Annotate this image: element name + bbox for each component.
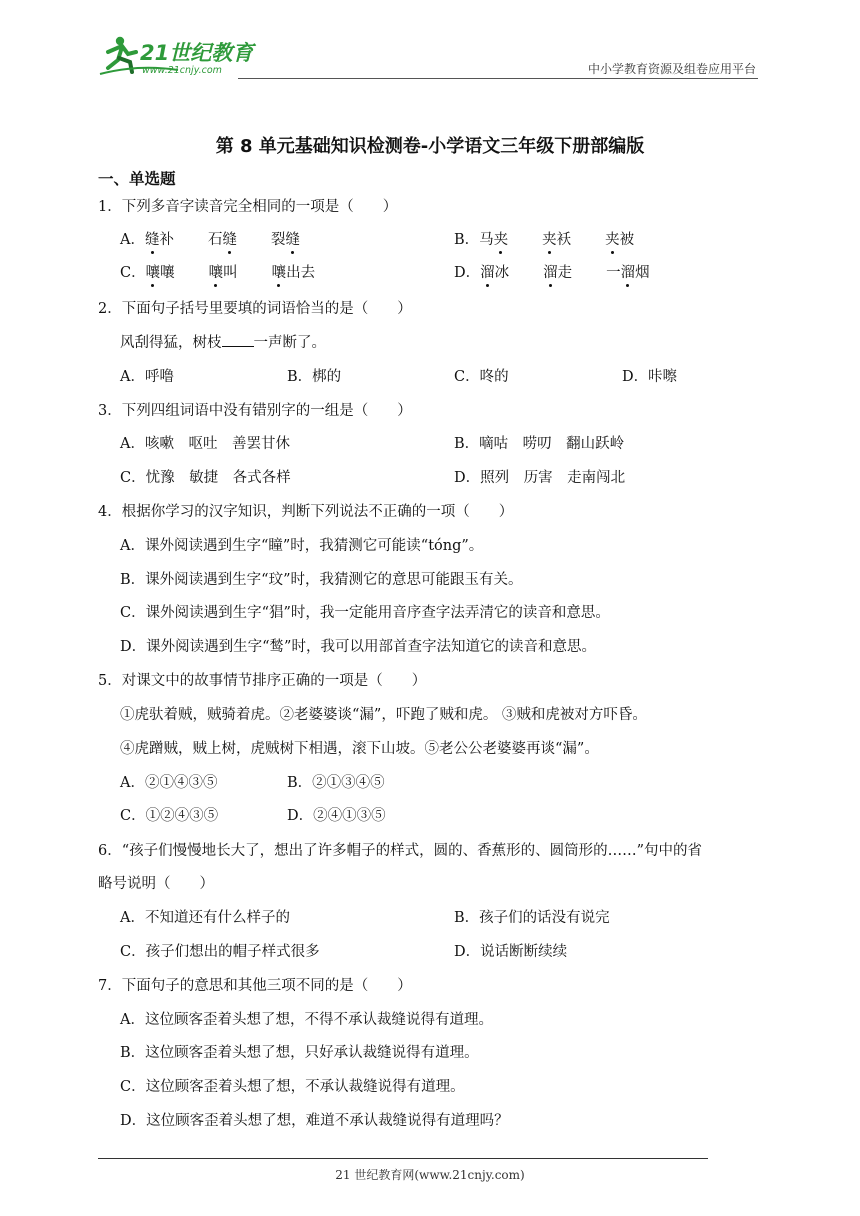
q4-option-c[interactable]: C．课外阅读遇到生字“猖”时，我一定能用音序查字法弄清它的读音和意思。	[120, 605, 610, 621]
question-7-stem: 7．下面句子的意思和其他三项不同的是（ ）	[98, 978, 412, 994]
q1-option-b[interactable]: B．马夹 夹袄 夹被	[454, 228, 634, 249]
q5-option-d[interactable]: D．②④①③⑤	[287, 808, 386, 824]
q3-option-a[interactable]: A．咳嗽 呕吐 善罢甘休	[120, 436, 290, 452]
q3-option-d[interactable]: D．照列 历害 走南闯北	[454, 470, 626, 486]
question-3-stem: 3．下列四组词语中没有错别字的一组是（ ）	[98, 403, 412, 419]
q2-option-c[interactable]: C．咚的	[454, 369, 509, 385]
q5-option-b[interactable]: B．②①③④⑤	[287, 775, 385, 791]
q7-option-b[interactable]: B．这位顾客歪着头想了想，只好承认裁缝说得有道理。	[120, 1045, 479, 1061]
q6-option-c[interactable]: C．孩子们想出的帽子样式很多	[120, 944, 320, 960]
q6-option-a[interactable]: A．不知道还有什么样子的	[120, 910, 290, 926]
q7-option-d[interactable]: D．这位顾客歪着头想了想，难道不承认裁缝说得有道理吗？	[120, 1113, 509, 1129]
fill-blank[interactable]	[222, 333, 254, 347]
question-2-stem: 2．下面句子括号里要填的词语恰当的是（ ）	[98, 301, 412, 317]
q2-option-d[interactable]: D．咔嚓	[622, 369, 678, 385]
q1-option-a[interactable]: A．缝补 石缝 裂缝	[120, 228, 300, 249]
q7-option-c[interactable]: C．这位顾客歪着头想了想，不承认裁缝说得有道理。	[120, 1079, 465, 1095]
logo-text: 21世纪教育	[140, 41, 254, 65]
q6-option-b[interactable]: B．孩子们的话没有说完	[454, 910, 610, 926]
site-logo[interactable]	[98, 34, 268, 76]
q4-option-a[interactable]: A．课外阅读遇到生字“瞳”时，我猜测它可能读“tóng”。	[120, 538, 484, 554]
runner-logo-icon	[98, 34, 268, 76]
q2-sentence: 风刮得猛，树枝 一声断了。	[120, 335, 326, 351]
q5-events-line-2: ④虎蹭贼，贼上树，虎贼树下相遇，滚下山坡。⑤老公公老婆婆再谈“漏”。	[120, 741, 599, 757]
q1-option-c[interactable]: C．嚷嚷 嚷叫 嚷出去	[120, 261, 315, 282]
q7-option-a[interactable]: A．这位顾客歪着头想了想，不得不承认裁缝说得有道理。	[120, 1012, 493, 1028]
question-6-stem-line-2: 略号说明（ ）	[98, 876, 214, 892]
q5-option-a[interactable]: A．②①④③⑤	[120, 775, 218, 791]
q2-option-b[interactable]: B．梆的	[287, 369, 342, 385]
q5-option-c[interactable]: C．①②④③⑤	[120, 808, 219, 824]
q1-option-d[interactable]: D．溜冰 溜走 一溜烟	[454, 261, 650, 282]
q5-events-line-1: ①虎驮着贼，贼骑着虎。②老婆婆谈“漏”，吓跑了贼和虎。 ③贼和虎被对方吓昏。	[120, 707, 647, 723]
q6-option-d[interactable]: D．说话断断续续	[454, 944, 568, 960]
platform-name: 中小学教育资源及组卷应用平台	[587, 62, 756, 76]
question-6-stem-line-1: 6．“孩子们慢慢地长大了，想出了许多帽子的样式，圆的、香蕉形的、圆筒形的……”句中的省	[98, 843, 703, 859]
q3-option-c[interactable]: C．忧豫 敏捷 各式各样	[120, 470, 291, 486]
page-header	[98, 30, 758, 80]
footer-divider	[98, 1158, 708, 1159]
q4-option-b[interactable]: B．课外阅读遇到生字“玟”时，我猜测它的意思可能跟玉有关。	[120, 572, 523, 588]
logo-url: www.21cnjy.com	[142, 65, 222, 76]
header-divider	[238, 78, 758, 79]
question-1-stem: 1．下列多音字读音完全相同的一项是（ ）	[98, 199, 398, 215]
section-heading: 一、单选题	[98, 170, 176, 188]
q4-option-d[interactable]: D．课外阅读遇到生字“鹙”时，我可以用部首查字法知道它的读音和意思。	[120, 639, 596, 655]
q3-option-b[interactable]: B．嘀咕 唠叨 翻山跃岭	[454, 436, 625, 452]
question-4-stem: 4．根据你学习的汉字知识，判断下列说法不正确的一项（ ）	[98, 504, 514, 520]
question-5-stem: 5．对课文中的故事情节排序正确的一项是（ ）	[98, 673, 427, 689]
page-footer[interactable]: 21 世纪教育网(www.21cnjy.com)	[335, 1168, 525, 1182]
page-title: 第 8 单元基础知识检测卷-小学语文三年级下册部编版	[215, 136, 645, 157]
q2-option-a[interactable]: A．呼噜	[120, 369, 174, 385]
